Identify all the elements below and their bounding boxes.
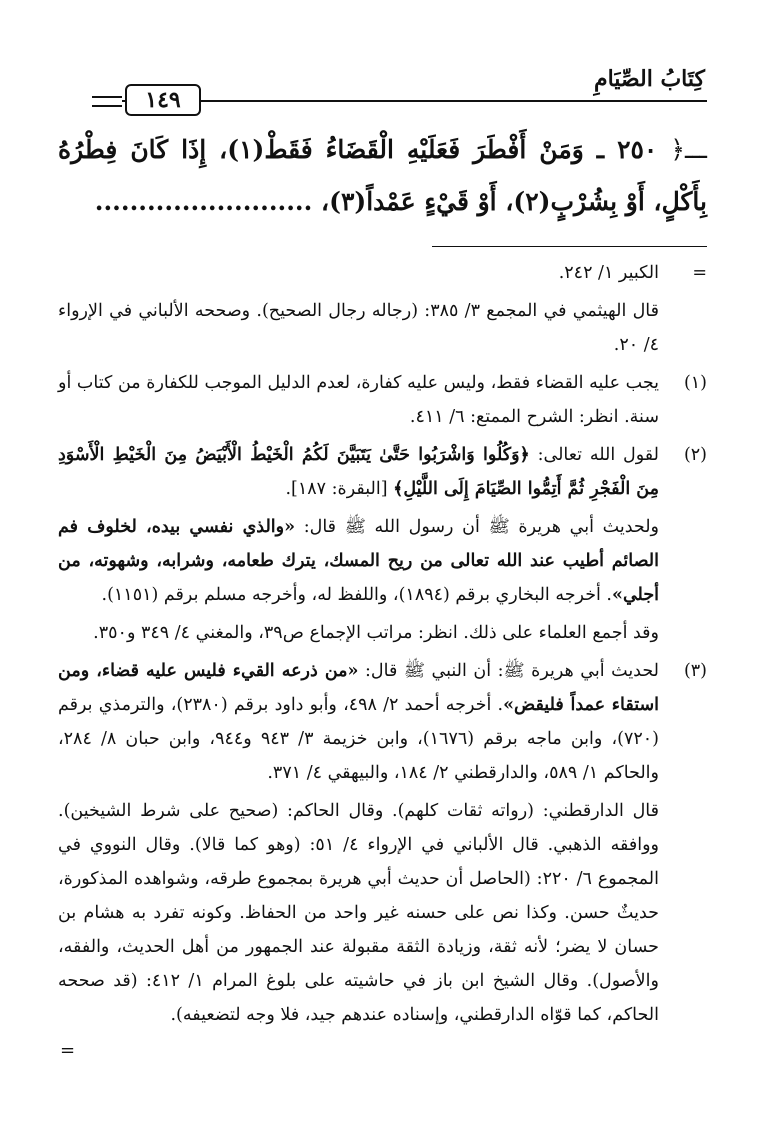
- footnote-marker: (٣): [683, 661, 707, 681]
- footnote-3: [58, 654, 707, 1036]
- hadith-quote: «من ذرعه القيء فليس عليه قضاء، ومن استقاء عمداً فليقض»: [58, 661, 660, 715]
- text-run: لحديث أبي هريرة ﷺ: أن النبي ﷺ قال:: [358, 661, 660, 681]
- quran-verse: ﴿وَكُلُوا وَاشْرَبُوا حَتَّىٰ يَتَبَيَّنَ لَكُمُ الْخَيْطُ الْأَبْيَضُ مِنَ الْخَيْطِ الْأَسْوَدِ مِنَ الْفَجْرِ ثُمَّ أَتِمُّوا الصِّيَامَ إِلَى اللَّيْلِ﴾: [58, 445, 659, 499]
- book-title: كِتَابُ الصِّيَامِ: [593, 66, 705, 92]
- ornament: ـــ﴿: [670, 135, 707, 164]
- continuation-mark: =: [60, 1040, 76, 1061]
- footnote-paragraph: [58, 438, 659, 506]
- hadith-quote: «والذي نفسي بيده، لخلوف فم الصائم أطيب عند الله تعالى من ريح المسك، يترك طعامه، وشرابه، وشهوته، من أجلي»: [58, 517, 659, 605]
- header-double-rule: [92, 96, 122, 107]
- footnote-separator: [432, 246, 707, 247]
- footnote-paragraph: [58, 510, 659, 612]
- text-run: ولحديث أبي هريرة ﷺ أن رسول الله ﷺ قال:: [295, 517, 660, 537]
- footnote-marker: =: [692, 263, 707, 283]
- footnote-paragraph: وقد أجمع العلماء على ذلك. انظر: مراتب الإجماع ص٣٩، والمغني ٤/ ٣٤٩ و٣٥٠.: [93, 623, 659, 643]
- hadith-number: ٢٥٠: [617, 135, 658, 164]
- footnote-continuation: [58, 256, 707, 294]
- footnotes: [58, 256, 707, 1036]
- footnote-paragraph: قال الهيثمي في المجمع ٣/ ٣٨٥: (رجاله رجال الصحيح). وصححه الألباني في الإرواء ٤/ ٢٠.: [58, 301, 659, 355]
- footnote-paragraph: [58, 654, 659, 790]
- hadith-text: ـ وَمَنْ أَفْطَرَ فَعَلَيْهِ الْقَضَاءُ فَقَطْ(١)، إِذَا كَانَ فِطْرُهُ بِأَكْلٍ، أَوْ بِشُرْبٍ(٢)، أَوْ قَيْءٍ عَمْداً(٣)، .........................: [58, 135, 707, 216]
- text-run: . أخرجه البخاري برقم (١٨٩٤)، واللفظ له، وأخرجه مسلم برقم (١١٥١).: [101, 585, 612, 605]
- footnote-marker: (٢): [683, 445, 707, 465]
- footnote-1: [58, 366, 707, 438]
- footnote-paragraph: قال الدارقطني: (رواته ثقات كلهم). وقال الحاكم: (صحيح على شرط الشيخين). ووافقه الذهبي. قال الألباني في الإرواء ٤/ ٥١: (وهو كما قالا). وقال النووي في المجموع ٦/ ٢٢٠: (الحاصل أن حديث أبي هريرة بمجموع طرقه، وشواهده المذكورة، حديثٌ حسن. وكذا نص على حسنه غير واحد من الحفاظ. وكونه تفرد به هشام بن حسان لا يضر؛ لأنه ثقة، وزيادة الثقة مقبولة عند الجمهور من أهل الحديث، والفقه، والأصول). وقال الشيخ ابن باز في حاشيته على بلوغ المرام ١/ ٤١٢: (قد صححه الحاكم، كما قوّاه الدارقطني، وإسناده عندهم جيد، فلا وجه لتضعيفه).: [58, 801, 659, 1025]
- text-run: لقول الله تعالى:: [529, 445, 659, 465]
- footnote-2: [58, 438, 707, 510]
- footnote-paragraph: الكبير ١/ ٢٤٢.: [558, 263, 659, 283]
- text-run: . أخرجه أحمد ٢/ ٤٩٨، وأبو داود برقم (٢٣٨٠)، والترمذي برقم (٧٢٠)، وابن ماجه برقم (١٦٧٦)، وابن خزيمة ٣/ ٩٤٣ و٩٤٤، وابن حبان ٨/ ٢٨٤، والحاكم ١/ ٥٨٩، والدارقطني ٢/ ١٨٤، والبيهقي ٤/ ٣٧١.: [58, 695, 659, 783]
- footnote-paragraph: يجب عليه القضاء فقط، وليس عليه كفارة، لعدم الدليل الموجب للكفارة من كتاب أو سنة. انظر: الشرح الممتع: ٦/ ٤١١.: [58, 373, 659, 427]
- hadith-text-block: [58, 124, 707, 228]
- text-run: [البقرة: ١٨٧].: [285, 479, 394, 499]
- page-number: ١٤٩: [125, 84, 201, 116]
- footnote-marker: (١): [683, 373, 707, 393]
